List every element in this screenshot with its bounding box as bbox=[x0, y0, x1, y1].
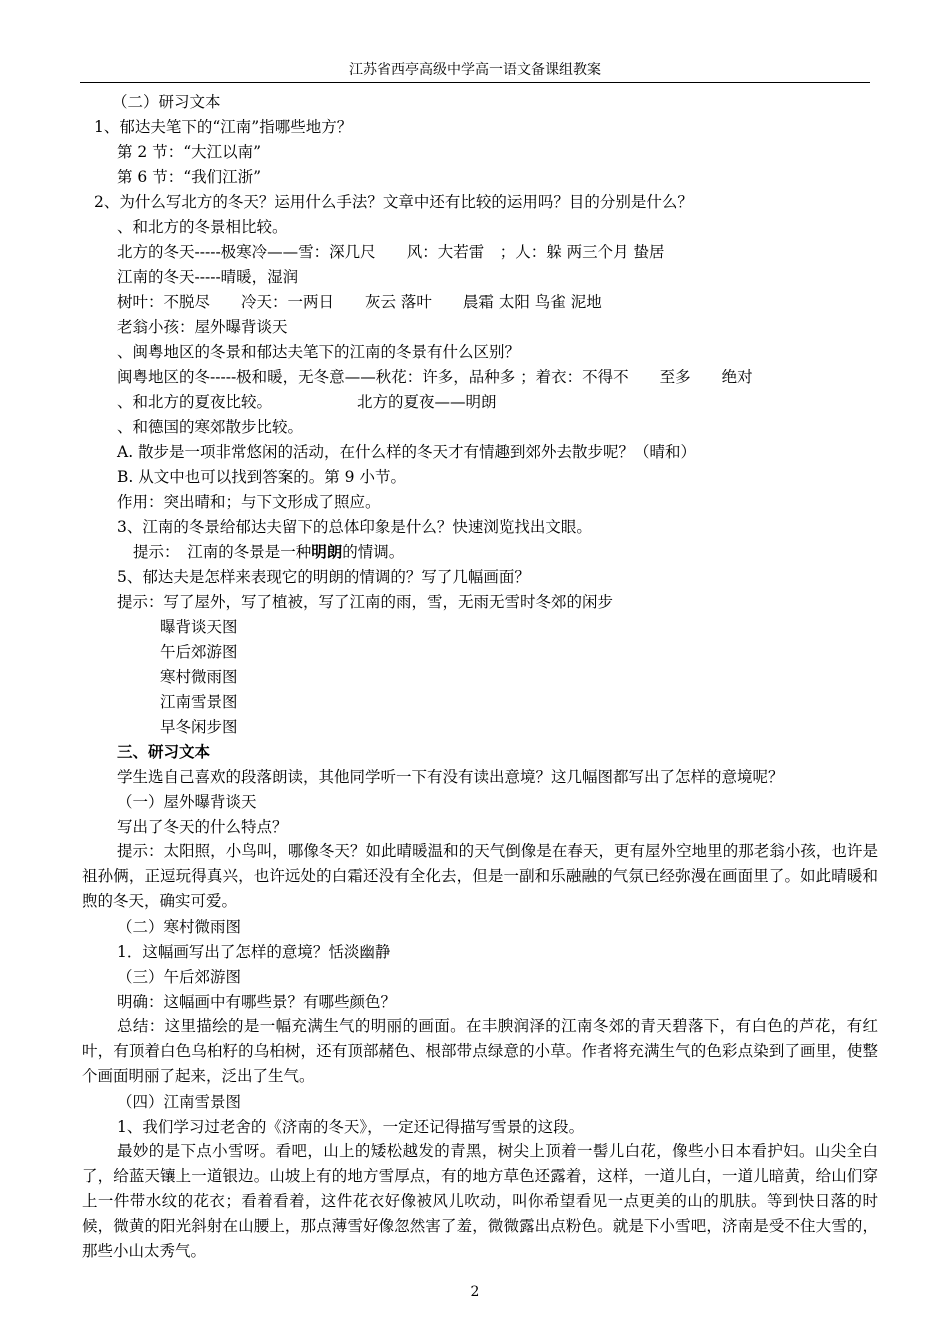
question-5: 5、郁达夫是怎样来表现它的明朗的情调的？写了几幅画面？ bbox=[117, 568, 530, 586]
hint-text: 提示： 江南的冬景是一种 bbox=[133, 543, 312, 561]
paragraph-quote: 最妙的是下点小雪呀。看吧，山上的矮松越发的青黑，树尖上顶着一髻儿白花，像些小日本看护妇。山尖全白了，给蓝天镶上一道银边。山坡上有的地方雪厚点，有的地方草色还露着，这样，一道儿白，一道儿暗黄，给山们穿上一件带水纹的花衣；看着看着，这件花衣好像被风儿吹动，叫你希望看见一点更美的山的肌肤。等到快日落的时候，微黄的阳光斜射在山腰上，那点薄雪好像忽然害了羞，微微露出点粉色。就是下小雪吧，济南是受不住大雪的，那些小山太秀气。 bbox=[82, 1142, 878, 1260]
picture-title: 江南雪景图 bbox=[160, 693, 238, 711]
question-2: 2、为什么写北方的冬天？运用什么手法？文章中还有比较的运用吗？目的分别是什么？ bbox=[94, 193, 693, 211]
point-line: 、和北方的夏夜比较。 bbox=[117, 393, 273, 411]
comparison-line: 树叶：不脱尽 冷天：一两日 灰云 落叶 晨霜 太阳 鸟雀 泥地 bbox=[117, 293, 602, 311]
subsection-heading: （四）江南雪景图 bbox=[117, 1093, 242, 1111]
function-note: 作用：突出晴和；与下文形成了照应。 bbox=[117, 493, 381, 511]
picture-title: 早冬闲步图 bbox=[160, 718, 238, 736]
answer-line: 第 6 节：“我们江浙” bbox=[117, 168, 262, 186]
page-header: 江苏省西亭高级中学高一语文备课组教案 bbox=[80, 60, 870, 83]
point-note: 北方的夏夜——明朗 bbox=[357, 393, 497, 411]
answer-line: 第 2 节：“大江以南” bbox=[117, 143, 262, 161]
point-line: 、和北方的冬景相比较。 bbox=[117, 218, 288, 236]
clarify-line: 明确：这幅画中有哪些景？有哪些颜色？ bbox=[117, 993, 397, 1011]
hint-line: 提示：写了屋外，写了植被，写了江南的雨，雪，无雨无雪时冬郊的闲步 bbox=[117, 593, 614, 611]
comparison-line: 北方的冬天-----极寒冷——雪：深几尺 风：大若雷 ；人：躲 两三个月 蛰居 bbox=[117, 243, 665, 261]
question-line: 1．这幅画写出了怎样的意境？恬淡幽静 bbox=[117, 943, 391, 961]
instruction-line: 学生选自己喜欢的段落朗读，其他同学听一下有没有读出意境？这几幅图都写出了怎样的意境呢？ bbox=[117, 768, 784, 786]
subsection-heading: （三）午后郊游图 bbox=[117, 968, 242, 986]
option-b: B. 从文中也可以找到答案的。第 9 小节。 bbox=[117, 468, 406, 486]
point-line: 、和德国的寒郊散步比较。 bbox=[117, 418, 304, 436]
picture-title: 午后郊游图 bbox=[160, 643, 238, 661]
hint-text-end: 的情调。 bbox=[342, 543, 405, 561]
hint-line bbox=[133, 542, 404, 562]
question-line: 1、我们学习过老舍的《济南的冬天》，一定还记得描写雪景的这段。 bbox=[117, 1118, 585, 1136]
option-a: A. 散步是一项非常悠闲的活动，在什么样的冬天才有情趣到郊外去散步呢？（晴和） bbox=[117, 443, 697, 461]
picture-title: 寒村微雨图 bbox=[160, 668, 238, 686]
paragraph-summary: 总结：这里描绘的是一幅充满生气的明丽的画面。在丰腴润泽的江南冬郊的青天碧落下，有白色的芦花，有红叶，有顶着白色乌桕籽的乌桕树，还有顶部赭色、根部带点绿意的小草。作者将充满生气的色彩点染到了画里，使整个画面明丽了起来，泛出了生气。 bbox=[82, 1017, 878, 1085]
section-heading: 三、研习文本 bbox=[117, 742, 211, 761]
question-3: 3、江南的冬景给郁达夫留下的总体印象是什么？快速浏览找出文眼。 bbox=[117, 518, 592, 536]
question-line: 写出了冬天的什么特点？ bbox=[117, 818, 288, 836]
keyword-bold: 明朗 bbox=[311, 542, 343, 561]
page-number: 2 bbox=[470, 1284, 480, 1300]
comparison-line: 闽粤地区的冬-----极和暖，无冬意——秋花：许多，品种多 ；着衣：不得不 至多 绝对 bbox=[117, 368, 753, 386]
picture-title: 曝背谈天图 bbox=[160, 618, 238, 636]
subsection-heading: （二）寒村微雨图 bbox=[117, 918, 242, 936]
comparison-line: 老翁小孩：屋外曝背谈天 bbox=[117, 318, 288, 336]
subsection-heading: （一）屋外曝背谈天 bbox=[117, 793, 257, 811]
comparison-line: 江南的冬天-----晴暖，湿润 bbox=[117, 268, 299, 286]
question-1: 1、郁达夫笔下的“江南”指哪些地方？ bbox=[94, 118, 353, 136]
subsection-heading: （二）研习文本 bbox=[112, 93, 221, 111]
point-line: 、闽粤地区的冬景和郁达夫笔下的江南的冬景有什么区别？ bbox=[117, 343, 521, 361]
paragraph-hint: 提示：太阳照，小鸟叫，哪像冬天？如此晴暖温和的天气倒像是在春天，更有屋外空地里的那老翁小孩，也许是祖孙俩，正逗玩得真兴，也许远处的白霜还没有全化去，但是一副和乐融融的气氛已经弥漫在画面里了。如此晴暖和煦的冬天，确实可爱。 bbox=[82, 842, 878, 910]
